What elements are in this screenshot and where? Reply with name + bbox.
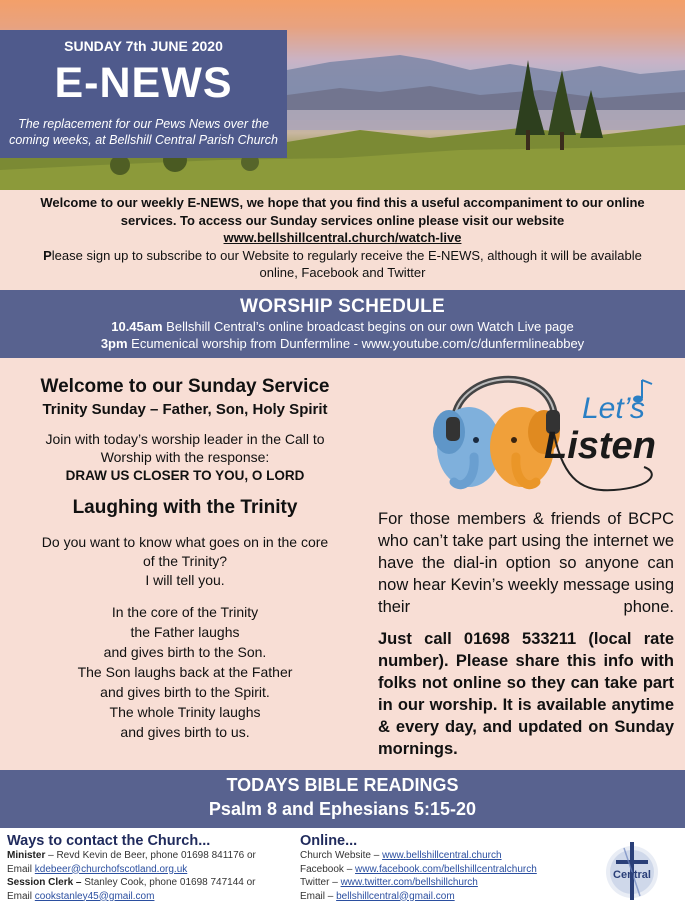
call-line-1: Join with today’s worship leader in the Call to [45, 431, 325, 447]
minister-email-line [7, 863, 292, 877]
main-body [0, 358, 685, 770]
worship-schedule [0, 290, 685, 358]
subtitle-line-1: The replacement for our Pews News over the [18, 117, 269, 131]
subscribe-para-line-2: online, Facebook and Twitter [259, 265, 426, 280]
facebook-line [300, 863, 600, 877]
online-email-line [300, 890, 600, 904]
readings-heading: TODAYS BIBLE READINGS [226, 775, 459, 795]
online-heading: Online... [300, 833, 358, 849]
welcome-line-2: services. To access our Sunday services online please visit our website [120, 212, 565, 228]
email-label: Email [7, 863, 35, 875]
clerk-text: Stanley Cook, phone 01698 747144 or [81, 877, 256, 888]
church-logo-text: Central [613, 869, 651, 881]
lets-listen-logo [414, 362, 664, 502]
subtitle-line-2: coming weeks, at Bellshill Central Parish Church [9, 133, 278, 147]
poem-line: In the core of the Trinity [111, 604, 259, 620]
website-label: Church Website – [300, 850, 383, 861]
contact-heading: Ways to contact the Church... [7, 833, 211, 849]
call-to-worship [0, 430, 370, 466]
poem-line: and gives birth to us. [120, 724, 250, 740]
title-box [0, 30, 287, 158]
email-label: Email [7, 890, 35, 902]
clerk-label: Session Clerk – [7, 877, 82, 888]
question-line-3: I will tell you. [145, 572, 225, 588]
website-line [300, 849, 600, 863]
minister-email-link[interactable]: kdebeer@churchofscotland.org.uk [34, 863, 188, 875]
minister-line [7, 849, 292, 863]
contact-column [7, 833, 292, 903]
facebook-link[interactable]: www.facebook.com/bellshillcentralchurch [355, 863, 537, 875]
clerk-line [7, 876, 292, 890]
twitter-link[interactable]: www.twitter.com/bellshillchurch [340, 877, 478, 888]
question-line-2: of the Trinity? [142, 553, 228, 569]
trinity-question [0, 533, 370, 590]
trinity-poem [0, 602, 370, 742]
minister-label: Minister [7, 850, 46, 861]
welcome-section [0, 190, 685, 290]
poem-line: and gives birth to the Spirit. [100, 684, 270, 700]
call-line-2: Worship with the response: [100, 449, 270, 465]
left-column [0, 358, 370, 742]
watch-live-link[interactable]: www.bellshillcentral.church/watch-live [223, 230, 462, 245]
clerk-email-link[interactable]: cookstanley45@gmail.com [34, 890, 155, 902]
subscribe-para-line-1 [0, 247, 685, 265]
service-subheading: Trinity Sunday – Father, Son, Holy Spirit [42, 401, 328, 418]
footer [0, 828, 685, 913]
minister-text: – Revd Kevin de Beer, phone 01698 841176 or [45, 850, 256, 861]
poem-line: The whole Trinity laughs [109, 704, 261, 720]
subscribe-initial: P [43, 247, 52, 263]
schedule-item-1-text: Bellshill Central’s online broadcast begins on our own Watch Live page [162, 319, 574, 334]
subscribe-text: lease sign up to subscribe to our Website to regularly receive the E-NEWS, although it will be available [51, 247, 642, 263]
service-heading: Welcome to our Sunday Service [40, 376, 330, 397]
poem-line: The Son laughs back at the Father [77, 664, 293, 680]
worship-response: DRAW US CLOSER TO YOU, O LORD [65, 468, 305, 483]
laughing-heading: Laughing with the Trinity [72, 497, 298, 518]
issue-date: SUNDAY 7th JUNE 2020 [64, 38, 223, 54]
twitter-label: Twitter – [300, 877, 341, 888]
schedule-item-1-time: 10.45am [111, 319, 163, 334]
schedule-item-2 [0, 335, 685, 352]
schedule-item-1 [0, 318, 685, 335]
schedule-heading: WORSHIP SCHEDULE [239, 296, 446, 317]
poem-line: and gives birth to the Son. [103, 644, 267, 660]
hero-banner [0, 0, 685, 190]
logo-word-listen: Listen [544, 425, 656, 467]
website-link[interactable]: www.bellshillcentral.church [382, 850, 502, 861]
dial-in-number-info: Just call 01698 533211 (local rate number). Please share this info with folks not online so they can take part in our worship. It is available anytime & every day, and updated on Sunday mornings. [378, 630, 674, 758]
online-email-label: Email – [300, 890, 337, 902]
bible-readings [0, 770, 685, 828]
online-column [300, 833, 600, 903]
online-email-link[interactable]: bellshillcentral@gmail.com [336, 890, 455, 902]
clerk-email-line [7, 890, 292, 904]
question-line-1: Do you want to know what goes on in the core [41, 534, 329, 550]
logo-word-lets: Let’s [582, 392, 645, 425]
schedule-item-2-text: Ecumenical worship from Dunfermline - www.youtube.com/c/dunfermlineabbey [127, 336, 585, 351]
schedule-item-2-time: 3pm [100, 336, 128, 351]
newsletter-title: E-NEWS [54, 59, 233, 107]
poem-line: the Father laughs [130, 624, 240, 640]
welcome-line-1: Welcome to our weekly E-NEWS, we hope that you find this a useful accompaniment to our online [40, 195, 645, 210]
church-logo [602, 838, 662, 904]
newsletter-subtitle [0, 116, 287, 148]
twitter-line [300, 876, 600, 890]
facebook-label: Facebook – [300, 863, 356, 875]
dial-in-info: For those members & friends of BCPC who can’t take part using the internet we have the dial-in option so anyone can now hear Kevin’s weekly message using their phone. [378, 510, 674, 616]
readings-passages: Psalm 8 and Ephesians 5:15-20 [208, 799, 477, 819]
